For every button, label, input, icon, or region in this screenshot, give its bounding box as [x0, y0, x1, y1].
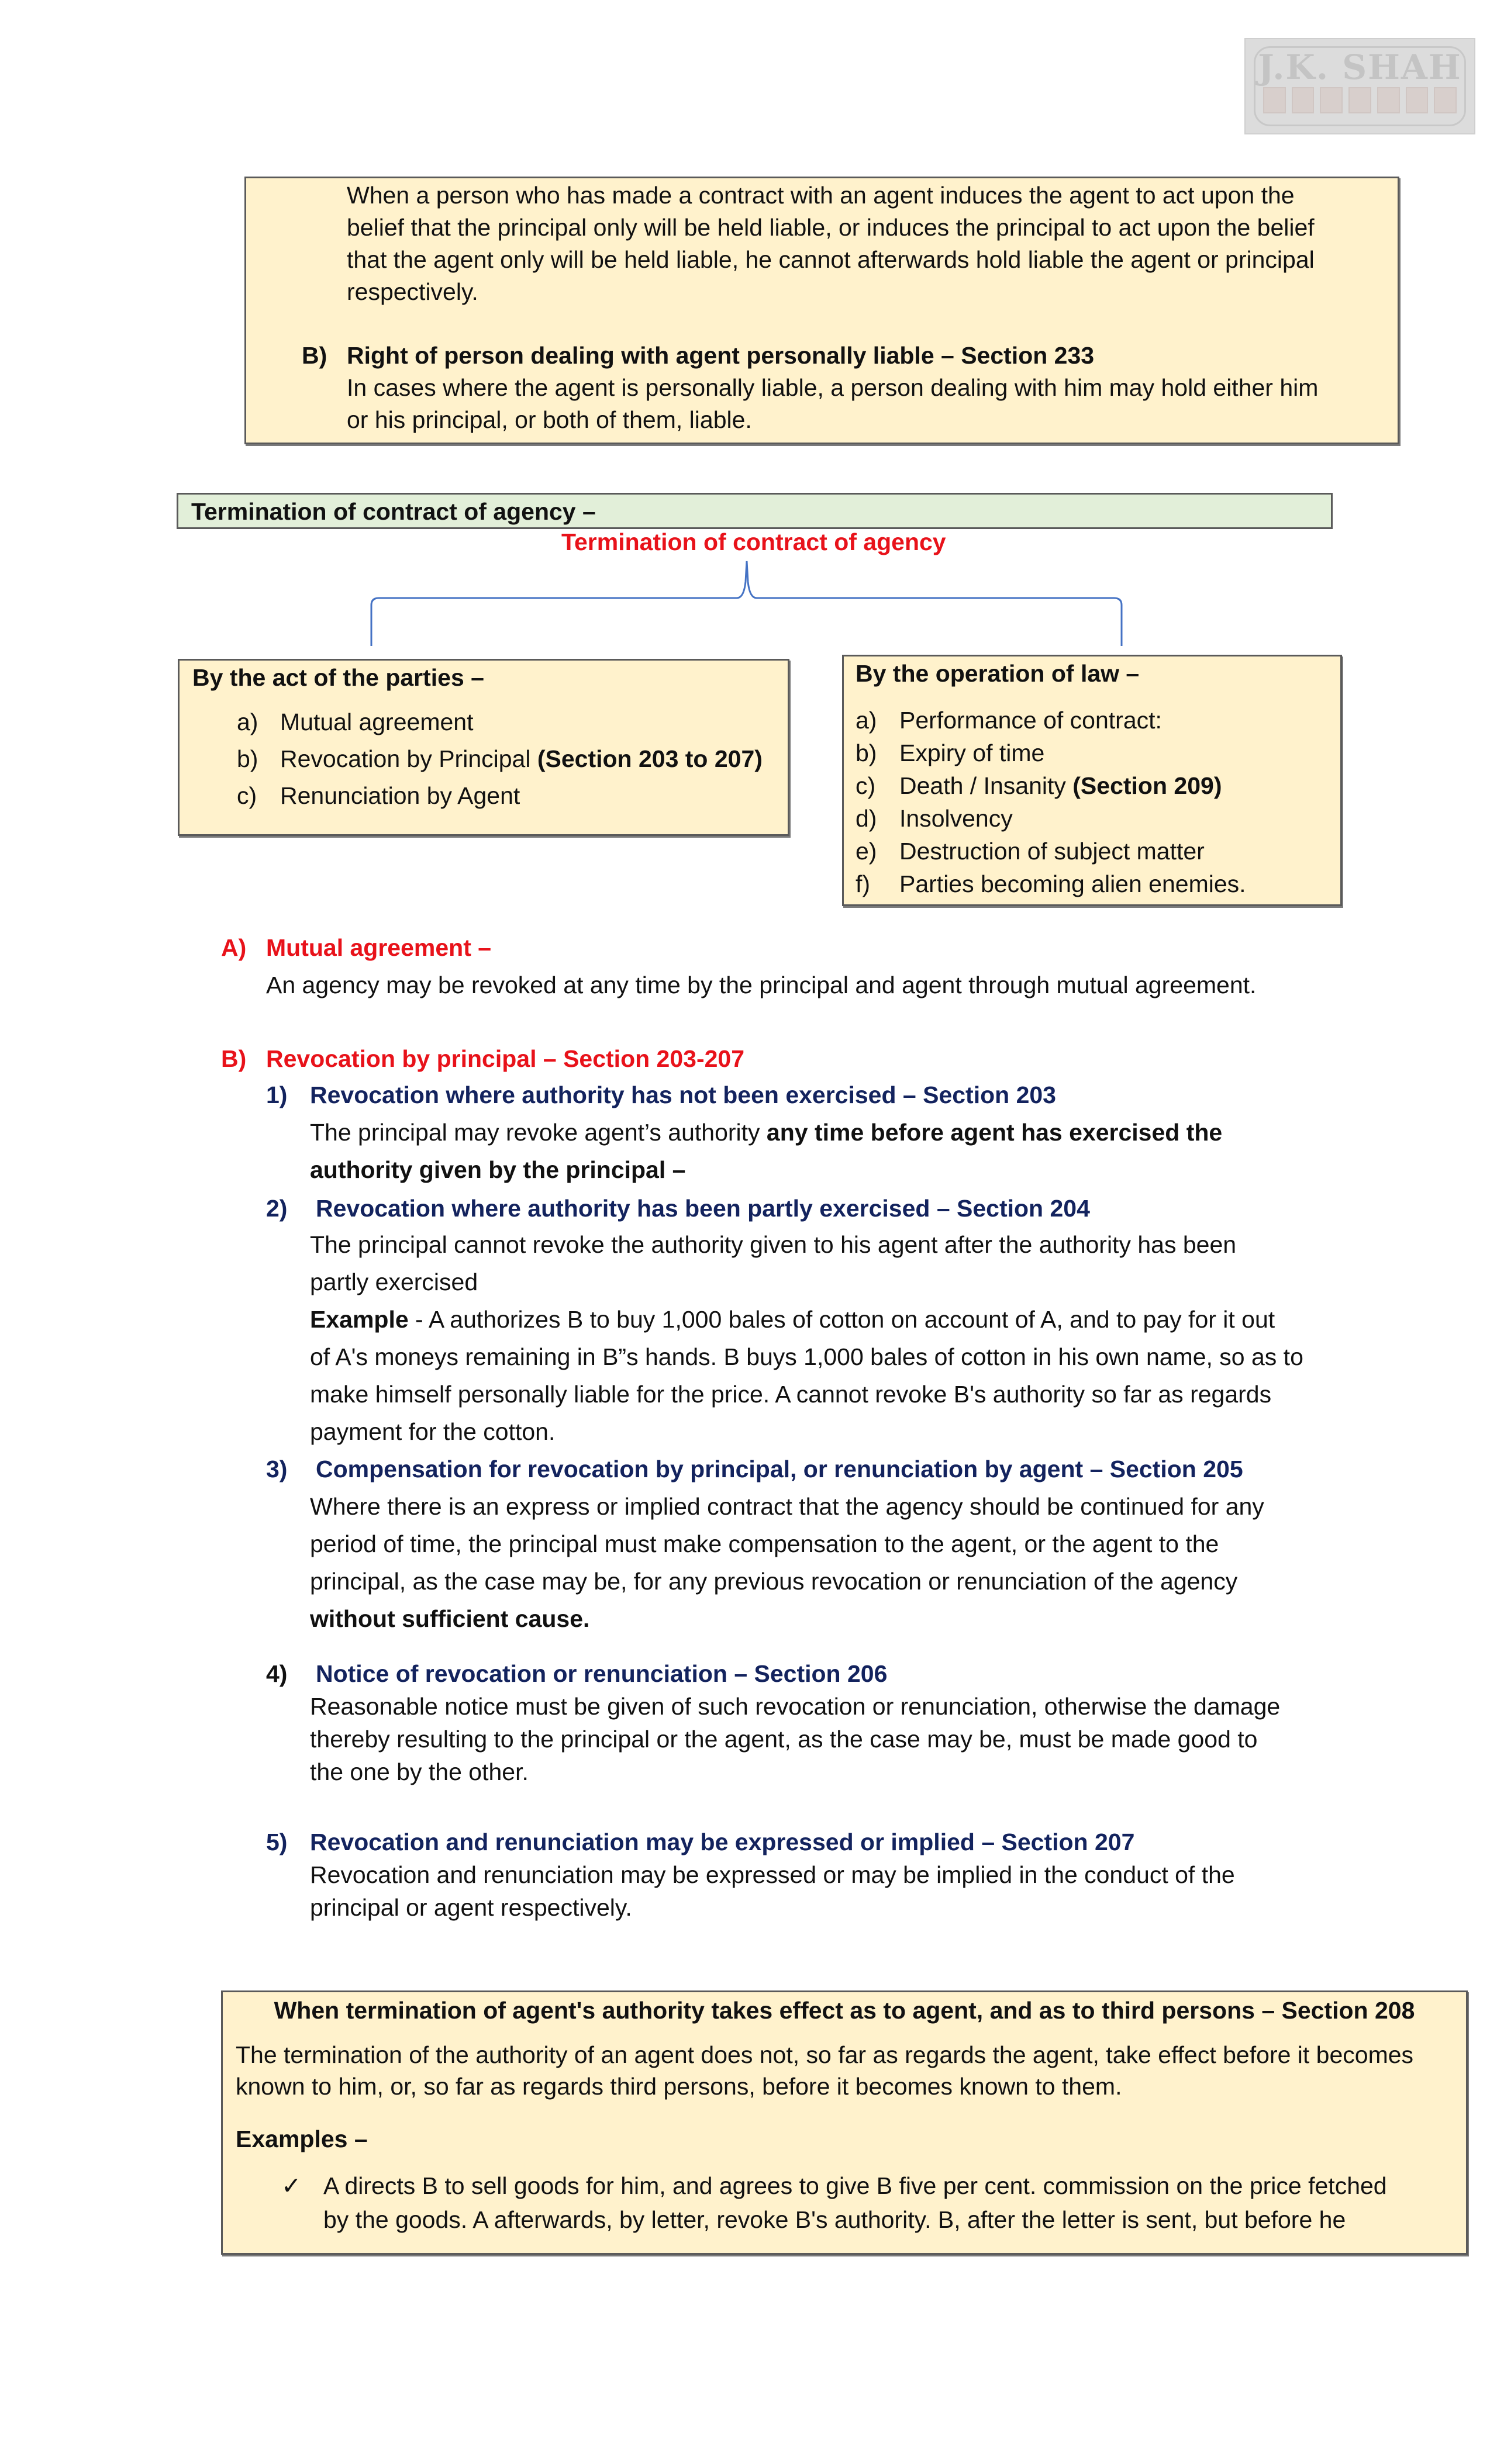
list-marker: a): [856, 707, 877, 734]
subsection-5-line: principal or agent respectively.: [310, 1894, 632, 1921]
list-text: Renunciation by Agent: [280, 782, 520, 809]
section-a-heading: Mutual agreement –: [266, 934, 492, 961]
subsection-1-marker: 1): [266, 1081, 288, 1108]
top-callout-box: [244, 177, 1399, 444]
subsection-5-heading: Revocation and renunciation may be expressed or implied – Section 207: [310, 1829, 1135, 1855]
subsection-4-line: Reasonable notice must be given of such revocation or renunciation, otherwise the damage: [310, 1693, 1281, 1720]
list-text: Mutual agreement: [280, 709, 474, 735]
text-bold: any time before agent has exercised the: [766, 1119, 1223, 1146]
jk-shah-logo: [1244, 38, 1475, 134]
section-b-marker: B): [221, 1045, 247, 1072]
logo-subtitle-blocks: [1263, 87, 1457, 113]
subsection-5-line: Revocation and renunciation may be expressed or may be implied in the conduct of the: [310, 1861, 1235, 1888]
section-header-text: Termination of contract of agency –: [191, 498, 596, 525]
section-a-marker: A): [221, 934, 247, 961]
list-marker: c): [237, 782, 257, 809]
item-b-line: or his principal, or both of them, liable.: [347, 406, 752, 433]
list-text: Expiry of time: [899, 739, 1045, 766]
subsection-2-example-line: of A's moneys remaining in B”s hands. B buys 1,000 bales of cotton in his own name, so as to: [310, 1343, 1303, 1370]
brace-connector-icon: [351, 558, 1158, 652]
example-line: by the goods. A afterwards, by letter, revoke B's authority. B, after the letter is sent, but before he: [323, 2206, 1346, 2233]
list-marker: d): [856, 805, 877, 832]
section-208-heading: When termination of agent's authority takes effect as to agent, and as to third persons – Section 208: [274, 1997, 1415, 2024]
subsection-1-heading: Revocation where authority has not been exercised – Section 203: [310, 1081, 1056, 1108]
subsection-2-example-line: payment for the cotton.: [310, 1418, 556, 1445]
checkmark-icon: ✓: [281, 2172, 302, 2199]
act-of-parties-heading: By the act of the parties –: [192, 664, 484, 691]
top-paragraph-line: belief that the principal only will be held liable, or induces the principal to act upon the belief: [347, 214, 1315, 241]
subsection-4-heading: Notice of revocation or renunciation – Section 206: [316, 1660, 888, 1687]
example-text: - A authorizes B to buy 1,000 bales of cotton on account of A, and to pay for it out: [408, 1306, 1275, 1333]
list-text-normal: Revocation by Principal: [280, 745, 537, 772]
section-208-line: known to him, or, so far as regards third persons, before it becomes known to them.: [236, 2073, 1122, 2100]
section-b-heading: Revocation by principal – Section 203-207: [266, 1045, 745, 1072]
list-text: [280, 743, 763, 775]
example-label: Example: [310, 1306, 409, 1333]
list-marker: f): [856, 870, 871, 897]
section-208-box: [221, 1990, 1468, 2255]
list-marker: e): [856, 838, 877, 865]
logo-text: J.K. SHAH: [1258, 47, 1462, 87]
subsection-2-example-line: make himself personally liable for the price. A cannot revoke B's authority so far as regards: [310, 1381, 1272, 1408]
list-text-bold: (Section 209): [1072, 772, 1222, 799]
list-text: Insolvency: [899, 805, 1013, 832]
list-text: Destruction of subject matter: [899, 838, 1205, 865]
item-b-line: In cases where the agent is personally liable, a person dealing with him may hold either him: [347, 374, 1319, 401]
subsection-2-marker: 2): [266, 1195, 288, 1222]
text-normal: The principal may revoke agent’s authority: [310, 1119, 767, 1146]
subsection-2-line: The principal cannot revoke the authority given to his agent after the authority has been: [310, 1231, 1237, 1258]
list-text: Parties becoming alien enemies.: [899, 870, 1246, 897]
section-header-bar: [177, 493, 1333, 529]
section-208-line: The termination of the authority of an agent does not, so far as regards the agent, take effect before it becomes: [236, 2041, 1414, 2068]
list-marker: b): [856, 739, 877, 766]
list-text: Performance of contract:: [899, 707, 1162, 734]
subsection-2-example-line: [310, 1304, 1275, 1336]
operation-of-law-box: [842, 655, 1342, 906]
subsection-4-marker: 4): [266, 1660, 288, 1687]
example-line: A directs B to sell goods for him, and agrees to give B five per cent. commission on the price fetched: [323, 2172, 1387, 2199]
subsection-1-line-bold: authority given by the principal –: [310, 1156, 686, 1183]
subsection-4-line: the one by the other.: [310, 1758, 529, 1785]
subsection-4-line: thereby resulting to the principal or the agent, as the case may be, must be made good to: [310, 1726, 1258, 1753]
top-paragraph-line: When a person who has made a contract with an agent induces the agent to act upon the: [347, 182, 1295, 209]
subsection-1-line: [310, 1117, 1222, 1149]
list-text-bold: (Section 203 to 207): [537, 745, 763, 772]
item-b-heading: Right of person dealing with agent personally liable – Section 233: [347, 342, 1095, 369]
list-marker: b): [237, 745, 258, 772]
list-marker: c): [856, 772, 876, 799]
diagram-title: Termination of contract of agency: [561, 528, 946, 555]
act-of-parties-box: [178, 659, 789, 836]
operation-of-law-heading: By the operation of law –: [856, 660, 1140, 687]
item-b-marker: B): [302, 342, 327, 369]
examples-label: Examples –: [236, 2126, 368, 2152]
top-paragraph-line: respectively.: [347, 278, 478, 305]
subsection-3-marker: 3): [266, 1456, 288, 1482]
subsection-3-bold-line: without sufficient cause.: [310, 1605, 590, 1632]
subsection-3-heading: Compensation for revocation by principal, or renunciation by agent – Section 205: [316, 1456, 1243, 1482]
subsection-3-line: principal, as the case may be, for any previous revocation or renunciation of the agency: [310, 1568, 1238, 1595]
top-paragraph-line: that the agent only will be held liable, he cannot afterwards hold liable the agent or principal: [347, 246, 1315, 273]
list-text-normal: Death / Insanity: [899, 772, 1073, 799]
section-a-body: An agency may be revoked at any time by the principal and agent through mutual agreement.: [266, 972, 1257, 998]
subsection-3-line: period of time, the principal must make compensation to the agent, or the agent to the: [310, 1530, 1219, 1557]
list-marker: a): [237, 709, 258, 735]
list-text: [899, 770, 1222, 802]
subsection-2-line: partly exercised: [310, 1269, 478, 1295]
subsection-5-marker: 5): [266, 1829, 288, 1855]
subsection-2-heading: Revocation where authority has been partly exercised – Section 204: [316, 1195, 1090, 1222]
subsection-3-line: Where there is an express or implied contract that the agency should be continued for any: [310, 1493, 1264, 1520]
